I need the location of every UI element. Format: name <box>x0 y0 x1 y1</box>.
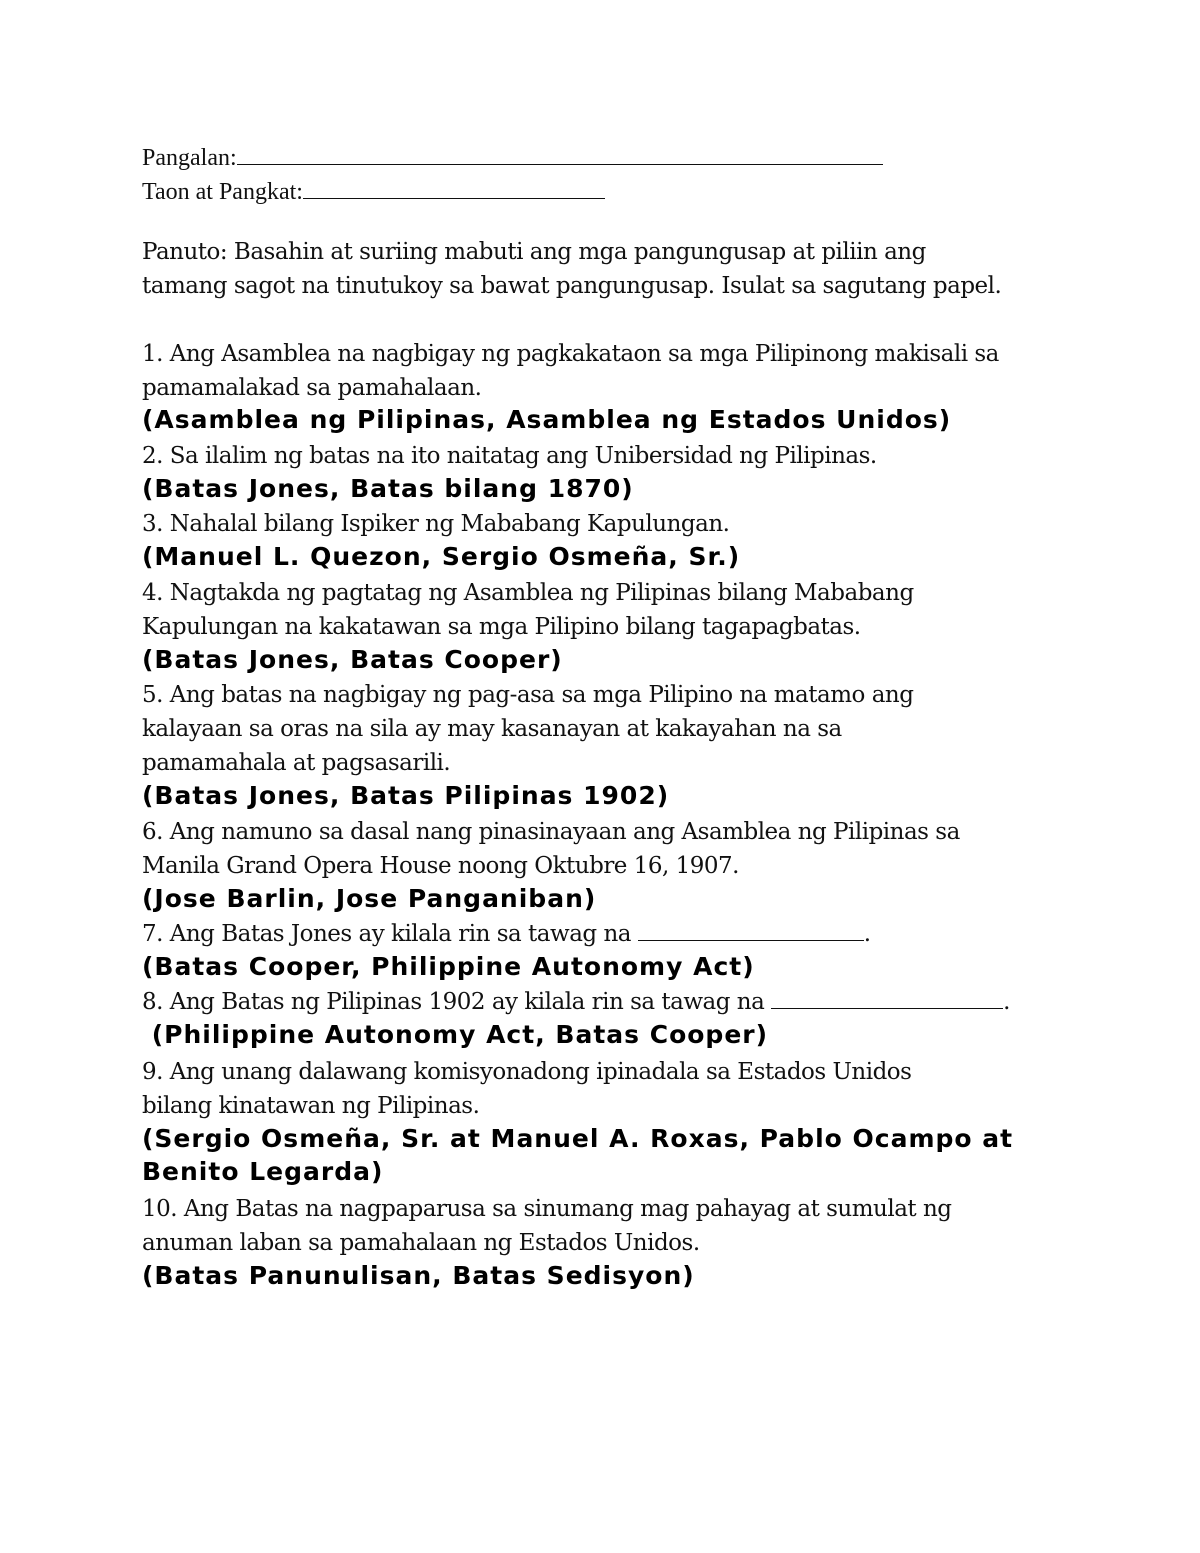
section-blank[interactable] <box>303 176 605 199</box>
question-line: 4. Nagtakda ng pagtatag ng Asamblea ng Pilipinas bilang Mababang <box>142 580 914 606</box>
answer-choices: (Jose Barlin, Jose Panganiban) <box>142 884 597 913</box>
answer-choices: (Philippine Autonomy Act, Batas Cooper) <box>142 1020 769 1049</box>
answer-choices: (Batas Cooper, Philippine Autonomy Act) <box>142 952 755 981</box>
answer-blank[interactable] <box>638 918 864 941</box>
question-line: 10. Ang Batas na nagpaparusa sa sinumang mag pahayag at sumulat ng <box>142 1196 952 1222</box>
answer-choices: (Manuel L. Quezon, Sergio Osmeña, Sr.) <box>142 542 741 571</box>
question-line: 3. Nahalal bilang Ispiker ng Mababang Kapulungan. <box>142 511 730 537</box>
instructions-line: Panuto: Basahin at suriing mabuti ang mga pangungusap at piliin ang <box>142 239 926 265</box>
name-label: Pangalan: <box>142 145 237 171</box>
question-line: 1. Ang Asamblea na nagbigay ng pagkakataon sa mga Pilipinong makisali sa <box>142 341 999 367</box>
question-line: Kapulungan na kakatawan sa mga Pilipino bilang tagapagbatas. <box>142 614 861 640</box>
period: . <box>1003 989 1010 1015</box>
question-line: pamamahala at pagsasarili. <box>142 750 451 776</box>
question-line: kalayaan sa oras na sila ay may kasanayan at kakayahan na sa <box>142 716 842 742</box>
question-line <box>142 918 871 950</box>
question-text: 7. Ang Batas Jones ay kilala rin sa tawag na <box>142 921 631 947</box>
section-line <box>142 176 605 208</box>
answer-choices: (Sergio Osmeña, Sr. at Manuel A. Roxas, Pablo Ocampo at <box>142 1124 1014 1153</box>
question-line: Manila Grand Opera House noong Oktubre 16, 1907. <box>142 853 739 879</box>
answer-choices: (Asamblea ng Pilipinas, Asamblea ng Estados Unidos) <box>142 405 952 434</box>
question-line: 2. Sa ilalim ng batas na ito naitatag ang Unibersidad ng Pilipinas. <box>142 443 877 469</box>
answer-choices: Benito Legarda) <box>142 1157 384 1186</box>
name-blank[interactable] <box>237 142 883 165</box>
question-line: anuman laban sa pamahalaan ng Estados Unidos. <box>142 1230 700 1256</box>
answer-choices: (Batas Jones, Batas Pilipinas 1902) <box>142 781 670 810</box>
question-text: 8. Ang Batas ng Pilipinas 1902 ay kilala rin sa tawag na <box>142 989 765 1015</box>
name-line <box>142 142 883 174</box>
question-line: 5. Ang batas na nagbigay ng pag-asa sa mga Pilipino na matamo ang <box>142 682 914 708</box>
instructions-line: tamang sagot na tinutukoy sa bawat pangungusap. Isulat sa sagutang papel. <box>142 273 1002 299</box>
answer-choices: (Batas Panunulisan, Batas Sedisyon) <box>142 1261 695 1290</box>
question-line: 6. Ang namuno sa dasal nang pinasinayaan ang Asamblea ng Pilipinas sa <box>142 819 960 845</box>
period: . <box>863 921 871 947</box>
question-line: bilang kinatawan ng Pilipinas. <box>142 1093 480 1119</box>
question-line: 9. Ang unang dalawang komisyonadong ipinadala sa Estados Unidos <box>142 1059 912 1085</box>
answer-blank[interactable] <box>771 986 1003 1009</box>
answer-choices: (Batas Jones, Batas Cooper) <box>142 645 563 674</box>
question-line: pamamalakad sa pamahalaan. <box>142 375 482 401</box>
answer-choices: (Batas Jones, Batas bilang 1870) <box>142 474 634 503</box>
section-label: Taon at Pangkat: <box>142 179 303 205</box>
question-line <box>142 986 1010 1018</box>
